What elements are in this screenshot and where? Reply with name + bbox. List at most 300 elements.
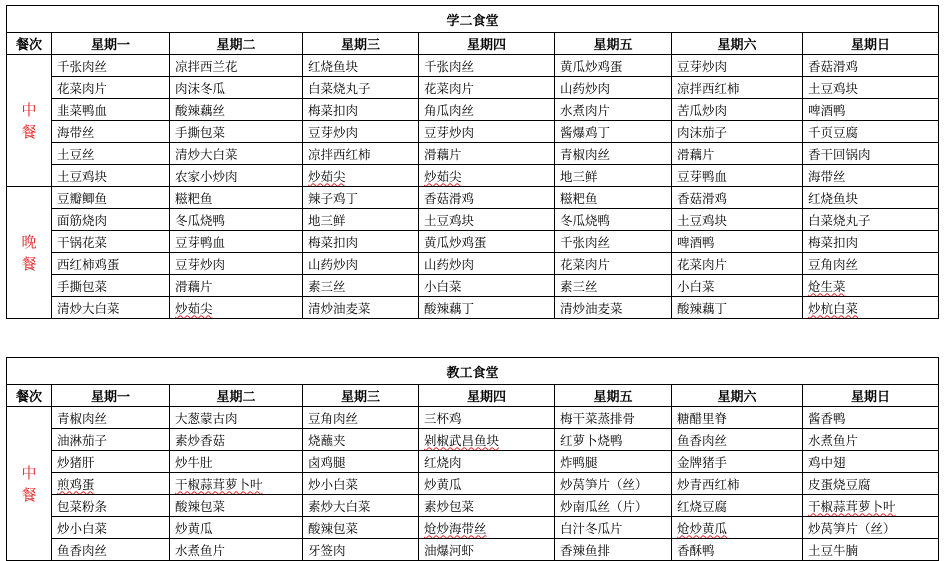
dish-name: 炒茹尖 (308, 168, 346, 184)
dish-name: 素三丝 (308, 278, 346, 294)
dish-name: 土豆丝 (57, 146, 95, 162)
dish-name: 炒茹尖 (424, 168, 462, 184)
dish-cell (803, 187, 939, 209)
dish-cell (555, 407, 672, 429)
dish-cell (170, 451, 303, 473)
dish-name: 煎鸡蛋 (57, 476, 95, 492)
dish-cell (803, 473, 939, 495)
table-row (7, 297, 939, 319)
dish-name: 豆芽炒肉 (677, 58, 728, 74)
dish-name: 红萝卜烧鸭 (560, 432, 623, 448)
dish-name: 海带丝 (57, 124, 95, 140)
dish-name: 花菜肉片 (57, 80, 108, 96)
dish-cell (555, 187, 672, 209)
dish-name: 角瓜肉丝 (424, 102, 475, 118)
dish-cell (555, 143, 672, 165)
table-row (7, 253, 939, 275)
table-row (7, 473, 939, 495)
dish-name: 小白菜 (424, 278, 462, 294)
dish-cell (52, 209, 170, 231)
dish-cell (419, 275, 555, 297)
dish-name: 白菜烧丸子 (808, 212, 871, 228)
dish-cell (672, 253, 803, 275)
dish-name: 青椒肉丝 (560, 146, 611, 162)
dish-cell (555, 429, 672, 451)
dish-cell (303, 407, 419, 429)
dish-name: 山药炒肉 (424, 256, 475, 272)
table-row (7, 231, 939, 253)
dish-name: 白汁冬瓜片 (560, 520, 623, 536)
dish-cell (52, 517, 170, 539)
table-row (7, 275, 939, 297)
dish-name: 干锅花菜 (57, 234, 108, 250)
dish-name: 豆芽炒肉 (308, 124, 359, 140)
dish-name: 酸辣包菜 (175, 498, 226, 514)
dish-name: 梅菜扣肉 (808, 234, 859, 250)
dish-name: 花菜肉片 (424, 80, 475, 96)
dish-cell (672, 121, 803, 143)
dish-cell (555, 99, 672, 121)
dish-cell (303, 165, 419, 187)
dish-name: 水煮肉片 (560, 102, 611, 118)
dish-name: 豆芽炒肉 (424, 124, 475, 140)
dish-name: 香干回锅肉 (808, 146, 871, 162)
header-day-6: 星期六 (672, 385, 803, 407)
dish-name: 酸辣藕丝 (175, 102, 226, 118)
dish-cell (52, 121, 170, 143)
dish-cell (803, 55, 939, 77)
dish-name: 素炒包菜 (424, 498, 475, 514)
dish-name: 土豆鸡块 (677, 212, 728, 228)
dish-name: 炝炒黄瓜 (677, 520, 728, 536)
dish-name: 酸辣藕丁 (677, 300, 728, 316)
dish-name: 卤鸡腿 (308, 454, 346, 470)
dish-name: 土豆鸡块 (424, 212, 475, 228)
dish-cell (803, 297, 939, 319)
dish-cell (170, 429, 303, 451)
dish-cell (303, 143, 419, 165)
dish-name: 干椒蒜茸萝卜叶 (808, 498, 896, 514)
dish-cell (555, 517, 672, 539)
dish-cell (52, 231, 170, 253)
dish-name: 酱爆鸡丁 (560, 124, 611, 140)
dish-cell (52, 451, 170, 473)
header-day-2: 星期二 (170, 33, 303, 55)
dish-cell (52, 297, 170, 319)
dish-name: 山药炒肉 (560, 80, 611, 96)
table-row (7, 495, 939, 517)
dish-name: 剁椒武昌鱼块 (424, 432, 500, 448)
dish-cell (555, 539, 672, 561)
dish-cell (803, 407, 939, 429)
dish-name: 炒小白菜 (57, 520, 108, 536)
dish-cell (303, 495, 419, 517)
dish-cell (170, 209, 303, 231)
dish-cell (803, 451, 939, 473)
dish-cell (419, 429, 555, 451)
dish-cell (672, 297, 803, 319)
dish-name: 炝炒海带丝 (424, 520, 487, 536)
dish-name: 清炒油麦菜 (560, 300, 623, 316)
dish-cell (419, 231, 555, 253)
table-row (7, 99, 939, 121)
dish-name: 千张肉丝 (560, 234, 611, 250)
dish-cell (303, 253, 419, 275)
dish-cell (170, 143, 303, 165)
dish-cell (419, 495, 555, 517)
header-day-5: 星期五 (555, 385, 672, 407)
dish-cell (555, 165, 672, 187)
header-day-1: 星期一 (52, 385, 170, 407)
dish-cell (672, 231, 803, 253)
dish-name: 西红柿鸡蛋 (57, 256, 120, 272)
dish-cell (170, 165, 303, 187)
dish-name: 香菇滑鸡 (677, 190, 728, 206)
dish-name: 炒青西红柿 (677, 476, 740, 492)
dish-name: 青椒肉丝 (57, 410, 108, 426)
dish-cell (555, 55, 672, 77)
canteen-menu-table-jiaogong (6, 357, 939, 561)
dish-cell (419, 473, 555, 495)
dish-name: 炒黄瓜 (424, 476, 462, 492)
dish-name: 千页豆腐 (808, 124, 859, 140)
dish-name: 水煮鱼片 (175, 542, 226, 558)
dish-name: 香菇滑鸡 (808, 58, 859, 74)
meal-label-char: 中 (21, 100, 37, 119)
dish-name: 肉沫茄子 (677, 124, 728, 140)
dish-cell (303, 429, 419, 451)
dish-cell (303, 187, 419, 209)
dish-name: 土豆牛腩 (808, 542, 859, 558)
dish-cell (303, 539, 419, 561)
meal-label (7, 407, 52, 561)
header-meal-column: 餐次 (7, 385, 52, 407)
dish-name: 辣子鸡丁 (308, 190, 359, 206)
dish-name: 手撕包菜 (175, 124, 226, 140)
dish-cell (672, 165, 803, 187)
dish-name: 炒猪肝 (57, 454, 95, 470)
dish-name: 豆瓣鲫鱼 (57, 190, 108, 206)
dish-cell (419, 165, 555, 187)
dish-name: 清炒油麦菜 (308, 300, 371, 316)
dish-cell (52, 407, 170, 429)
dish-name: 红烧鱼块 (808, 190, 859, 206)
dish-name: 包菜粉条 (57, 498, 108, 514)
dish-name: 香酥鸭 (677, 542, 715, 558)
dish-cell (170, 275, 303, 297)
dish-cell (555, 451, 672, 473)
dish-cell (803, 143, 939, 165)
meal-label-char: 中 (21, 463, 37, 482)
dish-cell (52, 495, 170, 517)
dish-name: 豆芽鸭血 (677, 168, 728, 184)
dish-name: 糍粑鱼 (175, 190, 213, 206)
table-row (7, 143, 939, 165)
dish-cell (672, 55, 803, 77)
dish-cell (672, 99, 803, 121)
dish-name: 炒小白菜 (308, 476, 359, 492)
dish-name: 海带丝 (808, 168, 846, 184)
dish-cell (419, 451, 555, 473)
dish-cell (672, 451, 803, 473)
header-day-7: 星期日 (803, 33, 939, 55)
dish-name: 豆角肉丝 (308, 410, 359, 426)
dish-name: 面筋烧肉 (57, 212, 108, 228)
dish-name: 地三鲜 (308, 212, 346, 228)
dish-cell (555, 77, 672, 99)
dish-cell (303, 99, 419, 121)
dish-name: 炒南瓜丝（片） (560, 498, 648, 514)
table-row (7, 121, 939, 143)
dish-cell (555, 275, 672, 297)
dish-cell (419, 121, 555, 143)
dish-cell (303, 55, 419, 77)
dish-cell (803, 275, 939, 297)
meal-label-char: 晚 (21, 232, 37, 251)
dish-cell (672, 187, 803, 209)
dish-cell (170, 77, 303, 99)
dish-name: 地三鲜 (560, 168, 598, 184)
header-day-3: 星期三 (303, 33, 419, 55)
dish-cell (170, 517, 303, 539)
dish-name: 梅干菜蒸排骨 (560, 410, 636, 426)
dish-cell (419, 77, 555, 99)
dish-cell (803, 517, 939, 539)
dish-cell (555, 121, 672, 143)
dish-cell (303, 77, 419, 99)
dish-name: 酸辣包菜 (308, 520, 359, 536)
dish-cell (803, 539, 939, 561)
dish-cell (170, 187, 303, 209)
dish-name: 金牌猪手 (677, 454, 728, 470)
dish-name: 油爆河虾 (424, 542, 475, 558)
dish-name: 肉沫冬瓜 (175, 80, 226, 96)
dish-name: 香辣鱼排 (560, 542, 611, 558)
dish-name: 酱香鸭 (808, 410, 846, 426)
dish-name: 凉拌西红柿 (308, 146, 371, 162)
dish-cell (419, 143, 555, 165)
table-row (7, 187, 939, 209)
dish-name: 三杯鸡 (424, 410, 462, 426)
table-row (7, 165, 939, 187)
dish-name: 花菜肉片 (560, 256, 611, 272)
dish-cell (419, 55, 555, 77)
dish-cell (555, 495, 672, 517)
dish-cell (303, 275, 419, 297)
dish-name: 烧蘸夹 (308, 432, 346, 448)
dish-cell (52, 429, 170, 451)
dish-cell (672, 209, 803, 231)
table-row (7, 407, 939, 429)
dish-cell (672, 495, 803, 517)
dish-name: 滑藕片 (175, 278, 213, 294)
dish-cell (555, 231, 672, 253)
dish-cell (803, 77, 939, 99)
dish-name: 炒黄瓜 (175, 520, 213, 536)
table-row (7, 539, 939, 561)
dish-cell (303, 451, 419, 473)
dish-cell (419, 407, 555, 429)
dish-name: 清炒大白菜 (57, 300, 120, 316)
dish-name: 素炒香菇 (175, 432, 226, 448)
dish-cell (52, 165, 170, 187)
dish-cell (170, 473, 303, 495)
header-row (7, 385, 939, 407)
dish-cell (419, 99, 555, 121)
table-row (7, 55, 939, 77)
dish-name: 滑藕片 (677, 146, 715, 162)
header-day-2: 星期二 (170, 385, 303, 407)
dish-name: 梅菜扣肉 (308, 234, 359, 250)
dish-cell (555, 209, 672, 231)
dish-name: 素炒大白菜 (308, 498, 371, 514)
dish-name: 啤酒鸭 (677, 234, 715, 250)
dish-name: 糖醋里脊 (677, 410, 728, 426)
dish-cell (170, 297, 303, 319)
header-meal-column: 餐次 (7, 33, 52, 55)
dish-cell (803, 99, 939, 121)
dish-cell (672, 275, 803, 297)
dish-cell (672, 407, 803, 429)
dish-name: 干椒蒜茸萝卜叶 (175, 476, 263, 492)
dish-name: 花菜肉片 (677, 256, 728, 272)
dish-cell (672, 429, 803, 451)
dish-cell (303, 517, 419, 539)
dish-name: 冬瓜烧鸭 (175, 212, 226, 228)
table-title: 学二食堂 (7, 6, 939, 33)
dish-name: 炒杭白菜 (808, 300, 859, 316)
dish-name: 素三丝 (560, 278, 598, 294)
dish-cell (52, 77, 170, 99)
dish-name: 豆角肉丝 (808, 256, 859, 272)
dish-cell (52, 99, 170, 121)
dish-cell (170, 407, 303, 429)
dish-cell (170, 253, 303, 275)
dish-name: 红烧鱼块 (308, 58, 359, 74)
meal-label-char: 餐 (21, 485, 37, 504)
dish-name: 炸鸭腿 (560, 454, 598, 470)
dish-name: 豆芽鸭血 (175, 234, 226, 250)
dish-name: 水煮鱼片 (808, 432, 859, 448)
dish-name: 酸辣藕丁 (424, 300, 475, 316)
dish-cell (52, 539, 170, 561)
dish-cell (803, 121, 939, 143)
dish-name: 鱼香肉丝 (677, 432, 728, 448)
header-day-6: 星期六 (672, 33, 803, 55)
header-row (7, 33, 939, 55)
dish-name: 炒茹尖 (175, 300, 213, 316)
table-row (7, 429, 939, 451)
dish-cell (419, 187, 555, 209)
dish-cell (803, 253, 939, 275)
dish-cell (419, 253, 555, 275)
dish-name: 大葱蒙古肉 (175, 410, 238, 426)
meal-label (7, 55, 52, 187)
dish-cell (419, 209, 555, 231)
dish-cell (803, 429, 939, 451)
dish-cell (52, 473, 170, 495)
dish-cell (170, 231, 303, 253)
dish-name: 牙签肉 (308, 542, 346, 558)
dish-cell (303, 473, 419, 495)
dish-name: 凉拌西红柿 (677, 80, 740, 96)
table-row (7, 451, 939, 473)
dish-cell (52, 275, 170, 297)
dish-name: 鸡中翅 (808, 454, 846, 470)
dish-cell (803, 495, 939, 517)
dish-cell (672, 77, 803, 99)
dish-cell (170, 55, 303, 77)
dish-name: 千张肉丝 (424, 58, 475, 74)
table-row (7, 517, 939, 539)
dish-cell (672, 539, 803, 561)
dish-cell (803, 165, 939, 187)
dish-cell (419, 539, 555, 561)
dish-cell (170, 121, 303, 143)
meal-label-char: 餐 (21, 254, 37, 273)
dish-name: 小白菜 (677, 278, 715, 294)
dish-cell (419, 517, 555, 539)
dish-cell (303, 297, 419, 319)
dish-cell (555, 473, 672, 495)
dish-name: 清炒大白菜 (175, 146, 238, 162)
dish-name: 山药炒肉 (308, 256, 359, 272)
dish-name: 炒莴笋片（丝） (560, 476, 648, 492)
dish-name: 凉拌西兰花 (175, 58, 238, 74)
canteen-menu-table-xueer (6, 5, 939, 319)
dish-name: 豆芽炒肉 (175, 256, 226, 272)
dish-cell (170, 495, 303, 517)
dish-name: 糍粑鱼 (560, 190, 598, 206)
dish-name: 炒莴笋片（丝） (808, 520, 896, 536)
header-day-5: 星期五 (555, 33, 672, 55)
header-day-4: 星期四 (419, 33, 555, 55)
dish-name: 农家小炒肉 (175, 168, 238, 184)
dish-cell (303, 209, 419, 231)
dish-name: 炒牛肚 (175, 454, 213, 470)
dish-name: 香菇滑鸡 (424, 190, 475, 206)
table-title: 教工食堂 (7, 358, 939, 385)
dish-cell (52, 187, 170, 209)
dish-name: 红烧豆腐 (677, 498, 728, 514)
table-row (7, 77, 939, 99)
dish-name: 白菜烧丸子 (308, 80, 371, 96)
dish-cell (170, 539, 303, 561)
dish-name: 黄瓜炒鸡蛋 (560, 58, 623, 74)
dish-name: 冬瓜烧鸭 (560, 212, 611, 228)
dish-name: 梅菜扣肉 (308, 102, 359, 118)
dish-cell (419, 297, 555, 319)
dish-name: 鱼香肉丝 (57, 542, 108, 558)
dish-cell (52, 143, 170, 165)
dish-name: 黄瓜炒鸡蛋 (424, 234, 487, 250)
dish-name: 手撕包菜 (57, 278, 108, 294)
dish-name: 滑藕片 (424, 146, 462, 162)
dish-name: 苦瓜炒肉 (677, 102, 728, 118)
meal-label-char: 餐 (21, 122, 37, 141)
header-day-1: 星期一 (52, 33, 170, 55)
dish-cell (672, 143, 803, 165)
dish-name: 土豆鸡块 (808, 80, 859, 96)
dish-cell (303, 121, 419, 143)
dish-cell (555, 297, 672, 319)
dish-cell (803, 231, 939, 253)
dish-name: 红烧肉 (424, 454, 462, 470)
header-day-7: 星期日 (803, 385, 939, 407)
dish-cell (803, 209, 939, 231)
dish-name: 油淋茄子 (57, 432, 108, 448)
header-day-3: 星期三 (303, 385, 419, 407)
